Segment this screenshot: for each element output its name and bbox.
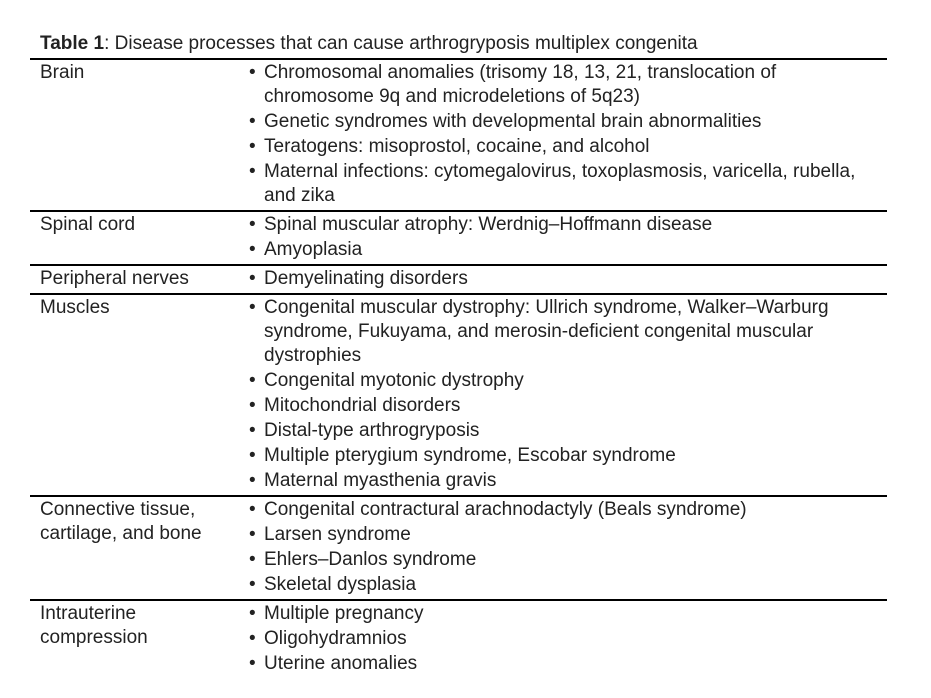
bullet-item: • Multiple pterygium syndrome, Escobar syndrome [248, 444, 887, 468]
items-cell [248, 296, 887, 493]
bullet-item: • Genetic syndromes with developmental brain abnormalities [248, 110, 887, 134]
bullet-item: • Distal-type arthrogryposis [248, 419, 887, 443]
table-row [30, 212, 887, 266]
category-cell: Brain [40, 62, 85, 83]
category-cell: Spinal cord [40, 214, 136, 235]
bullet-item: • Ehlers–Danlos syndrome [248, 548, 887, 572]
table-caption [30, 32, 887, 60]
table-1 [30, 32, 887, 678]
items-cell [248, 61, 887, 208]
bullet-item: • Teratogens: misoprostol, cocaine, and alcohol [248, 135, 887, 159]
category-cell: Connective tissue, cartilage, and bone [40, 499, 202, 544]
items-cell [248, 498, 887, 597]
bullet-item: • Chromosomal anomalies (trisomy 18, 13, 21, translocation of chromosome 9q and microdeletions of 5q23) [248, 61, 887, 109]
bullet-item: • Maternal infections: cytomegalovirus, toxoplasmosis, varicella, rubella, and zika [248, 160, 887, 208]
table-caption-label: Table 1 [40, 33, 105, 54]
bullet-item: • Multiple pregnancy [248, 602, 887, 626]
bullet-item: • Mitochondrial disorders [248, 394, 887, 418]
bullet-item: • Congenital myotonic dystrophy [248, 369, 887, 393]
bullet-item: • Demyelinating disorders [248, 267, 887, 291]
bullet-item: • Amyoplasia [248, 238, 887, 262]
table-caption-text: : Disease processes that can cause arthrogryposis multiplex congenita [104, 33, 698, 54]
bullet-item: • Uterine anomalies [248, 652, 887, 676]
table-row [30, 601, 887, 678]
bullet-item: • Larsen syndrome [248, 523, 887, 547]
bullet-item: • Oligohydramnios [248, 627, 887, 651]
category-cell: Peripheral nerves [40, 268, 189, 289]
table-body [30, 60, 887, 678]
items-cell [248, 213, 887, 262]
bullet-item: • Skeletal dysplasia [248, 573, 887, 597]
table-row [30, 60, 887, 212]
items-cell [248, 602, 887, 676]
table-row [30, 266, 887, 295]
table-row [30, 295, 887, 497]
category-cell: Muscles [40, 297, 110, 318]
items-cell [248, 267, 887, 291]
bullet-item: • Congenital contractural arachnodactyly (Beals syndrome) [248, 498, 887, 522]
bullet-item: • Maternal myasthenia gravis [248, 469, 887, 493]
category-cell: Intrauterine compression [40, 603, 148, 648]
bullet-item: • Congenital muscular dystrophy: Ullrich syndrome, Walker–Warburg syndrome, Fukuyama, and merosin-deficient congenital muscular dystrophies [248, 296, 887, 368]
table-row [30, 497, 887, 601]
bullet-item: • Spinal muscular atrophy: Werdnig–Hoffmann disease [248, 213, 887, 237]
